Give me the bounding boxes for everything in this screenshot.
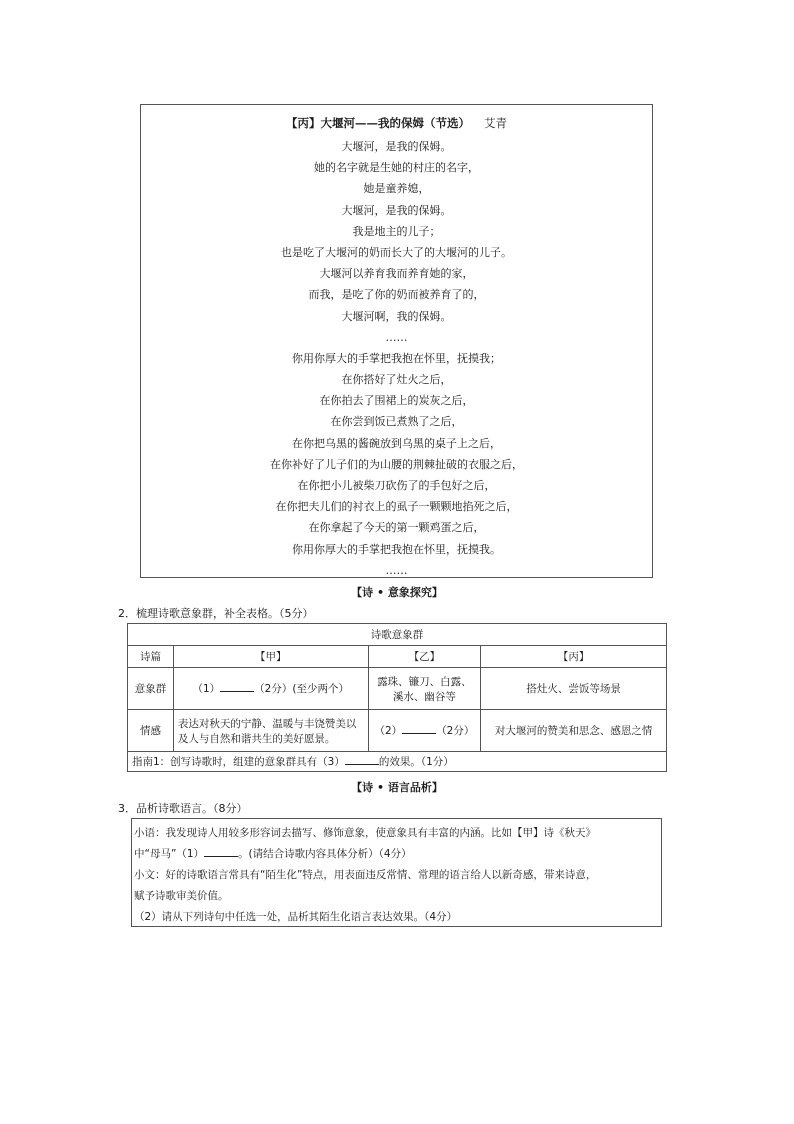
poem-line: 她的名字就是生她的村庄的名字， (314, 161, 479, 175)
poem-line: 在你补好了儿子们的为山腰的荆棘扯破的衣服之后， (270, 457, 523, 471)
poem-box (140, 104, 653, 578)
blank-1-label: （1） (192, 683, 221, 695)
poem-line: 在你把夫儿们的衬衣上的虱子一颗颗地掐死之后， (275, 500, 518, 514)
poem-line: 我是地主的儿子； (352, 224, 441, 238)
xiaoyu-line-2 (134, 844, 659, 865)
guide-1-prefix: 指南1：创写诗歌时，组建的意象群具有（3） (132, 756, 345, 768)
poem-line: 在你尝到饭已煮熟了之后， (330, 415, 463, 429)
guide-1-suffix: 的效果。（1分） (378, 756, 454, 768)
poem-line: 她是童养媳， (363, 182, 430, 196)
poem-line: 在你把乌黑的酱碗放到乌黑的桌子上之后， (292, 436, 501, 450)
imagery-table (127, 623, 667, 772)
blank-2-score: （2分） (436, 725, 475, 737)
header-poem: 诗篇 (128, 646, 174, 668)
poem-line: 在你把小儿被柴刀砍伤了的手包好之后， (297, 479, 496, 492)
header-yi: 【乙】 (368, 646, 481, 668)
xiaowen-line-1: 小文：好的诗歌语言常具有“陌生化”特点，用表面违反常情、常理的语言给人以新奇感，带来诗意， (134, 869, 597, 881)
poem-line: 也是吃了大堰河的奶而长大了的大堰河的儿子。 (281, 245, 512, 259)
poem-line: 在你拍去了围裙上的炭灰之后， (319, 394, 474, 408)
row-label-imagery: 意象群 (128, 668, 174, 710)
poem-title-text: 【丙】大堰河——我的保姆（节选） (286, 116, 470, 130)
cell-yi-emotion (368, 710, 481, 752)
cell-bing-imagery: 搭灶火、尝饭等场景 (481, 668, 667, 710)
table-row (128, 710, 667, 752)
blank-1-score: （2分）(至少两个） (254, 683, 349, 695)
poem-line: …… (385, 330, 408, 344)
table-row (128, 668, 667, 710)
poem-author: 艾青 (484, 116, 507, 130)
header-bing: 【丙】 (481, 646, 667, 668)
poem-line: …… (385, 563, 408, 577)
cell-jia-imagery (173, 668, 368, 710)
poem-line: 大堰河啊，我的保姆。 (341, 309, 452, 323)
guide-1 (128, 752, 667, 772)
section-header-language: 【诗 • 语言品析】 (351, 781, 443, 794)
row-label-emotion: 情感 (128, 710, 174, 752)
poem-line: 你用你厚大的手掌把我抱在怀里，抚摸我； (292, 351, 501, 365)
poem-title (141, 115, 652, 131)
blank-4-instructions: 。(请结合诗歌内容具体分析）（4分） (238, 848, 412, 860)
answer-blank-3[interactable] (345, 754, 379, 765)
question-3-text: 3．品析诗歌语言。（8分） (118, 802, 248, 815)
poem-line: 大堰河，是我的保姆。 (341, 203, 452, 217)
header-jia: 【甲】 (173, 646, 368, 668)
xiaowen-line-2: 赋予诗歌审美价值。 (134, 890, 229, 902)
table-row (128, 752, 667, 772)
cell-yi-imagery: 露珠、镰刀、白露、溪水、幽谷等 (368, 668, 481, 710)
analysis-box (131, 818, 662, 927)
poem-line: 而我，是吃了你的奶而被养育了的， (308, 288, 485, 302)
poem-line: 你用你厚大的手掌把我抱在怀里，抚摸我。 (292, 542, 501, 556)
poem-line: 大堰河，是我的保姆。 (341, 140, 452, 153)
subquestion-2: （2）请从下列诗句中任选一处，品析其陌生化语言表达效果。（4分） (134, 911, 458, 923)
question-2-text: 2．梳理诗歌意象群，补全表格。（5分） (118, 607, 314, 620)
poem-line: 在你拿起了今天的第一颗鸡蛋之后， (308, 521, 485, 535)
xiaoyu-line-1: 小语：我发现诗人用较多形容词去描写、修饰意象，使意象具有丰富的内涵。比如【甲】诗《秋天》 (134, 827, 596, 839)
table-caption: 诗歌意象群 (128, 624, 667, 646)
table-row (128, 624, 667, 646)
answer-blank-1[interactable] (220, 681, 254, 692)
table-row (128, 646, 667, 668)
answer-blank-2[interactable] (402, 723, 436, 734)
cell-bing-emotion: 对大堰河的赞美和思念、感恩之情 (481, 710, 667, 752)
blank-2-label: （2） (374, 725, 403, 737)
poem-line: 在你搭好了灶火之后， (341, 373, 452, 387)
poem-line: 大堰河以养育我而养育她的家， (319, 267, 474, 281)
cell-jia-emotion: 表达对秋天的宁静、温暖与丰饶赞美以及人与自然和谐共生的美好愿景。 (173, 710, 368, 752)
blank-4-label: 中“母马”（1） (134, 848, 205, 860)
poem-lines (141, 136, 652, 581)
answer-blank-4[interactable] (204, 846, 238, 857)
section-header-imagery: 【诗 • 意象探究】 (351, 586, 443, 599)
